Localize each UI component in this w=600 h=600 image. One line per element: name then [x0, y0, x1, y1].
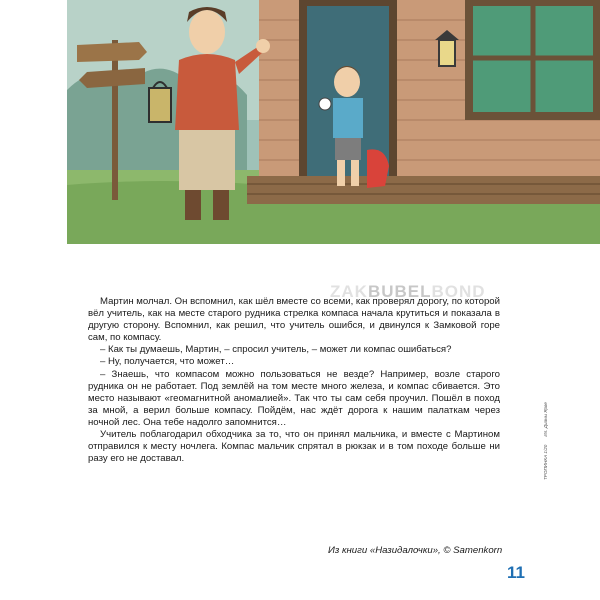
- story-text: [88, 296, 500, 465]
- illustrator-credit: Ил. Дианы Ярве: [543, 402, 548, 437]
- watermark: ZAKBUBELBOND: [330, 282, 486, 301]
- paragraph: – Знаешь, что компасом можно пользоваться не везде? Например, возле старого рудника он не работает. Под землёй на том месте много железа, и компас сбивается. Это место называют «геомагнитной аномалией». Так что ты сам себя проучил. Пошёл в поход за мной, а верил больше компасу. Пойдём, нас ждёт дорога к нашим палаткам через ночной лес. Она тебе надолго запомнится…: [88, 368, 500, 428]
- page-number: 11: [507, 563, 525, 582]
- magazine-issue: ТРОПИНКА 1/20: [543, 444, 548, 480]
- paragraph: Учитель поблагодарил обходчика за то, что он принял мальчика, и вместе с Мартином отправился к месту ночлега. Компас мальчик спрятал в рюкзак и в том походе больше ни разу его не доставал.: [88, 429, 500, 465]
- source-credit: Из книги «Назидалочки», © Samenkorn: [328, 545, 503, 556]
- paragraph: – Как ты думаешь, Мартин, – спросил учитель, – может ли компас ошибаться?: [100, 344, 452, 356]
- paragraph: Мартин молчал. Он вспомнил, как шёл вместе со всеми, как проверял дорогу, по которой вёл учитель, как на месте старого рудника стрелка компаса начала крутиться и показала в другую сторону. Вспомнил, как решил, что учитель ошибся, и двинулся к Замковой горе сам, по компасу.: [88, 296, 500, 344]
- story-illustration: [67, 0, 600, 244]
- paragraph: – Ну, получается, что может…: [100, 356, 235, 368]
- side-credit: [543, 394, 548, 480]
